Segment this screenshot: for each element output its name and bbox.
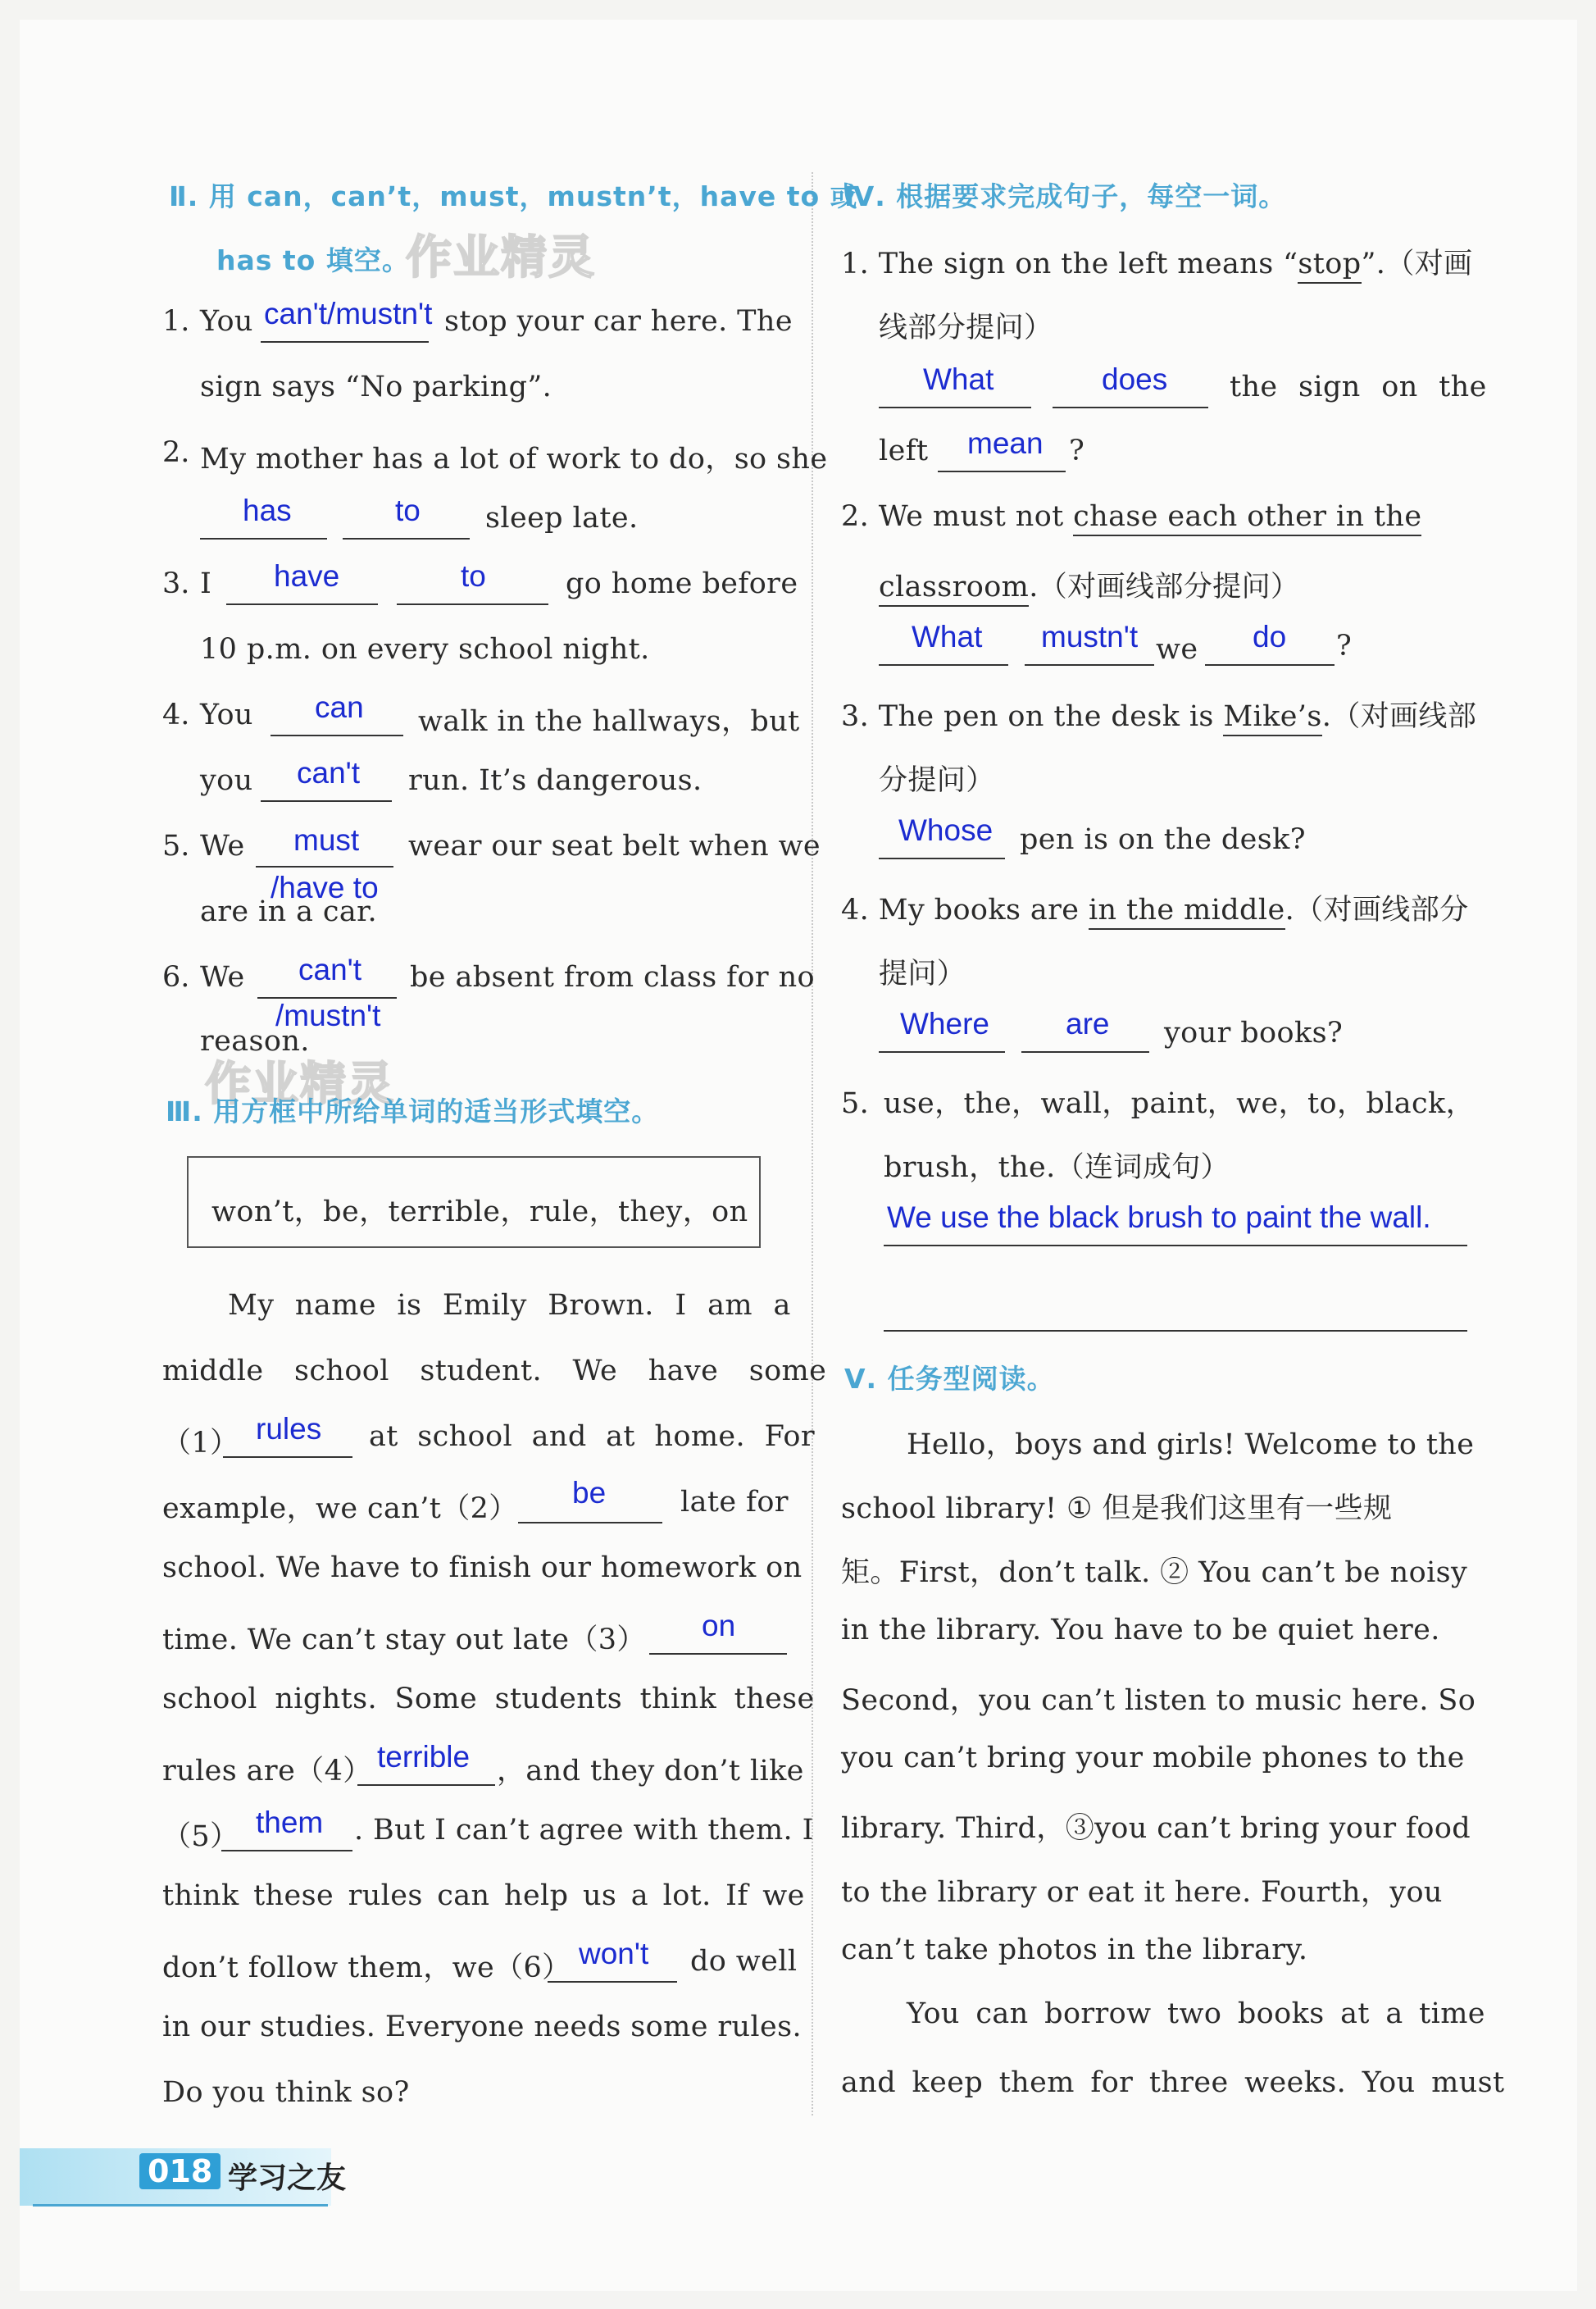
- section2-heading-cont: has to 填空。: [216, 244, 410, 276]
- answer: must: [293, 823, 360, 857]
- watermark: 作业精灵: [406, 231, 596, 285]
- answer: on: [702, 1609, 736, 1642]
- item-text: sleep late.: [485, 502, 639, 535]
- blank-label: （1）: [162, 1427, 239, 1460]
- answer: Where: [900, 1007, 989, 1041]
- section3-heading: Ⅲ. 用方框中所给单词的适当形式填空。: [166, 1095, 660, 1127]
- reading-line: school library! ① 但是我们这里有一些规: [841, 1492, 1393, 1525]
- passage-line: My name is Emily Brown. I am a: [228, 1289, 791, 1322]
- item-text: you: [200, 764, 253, 797]
- reading-line: in the library. You have to be quiet here.: [841, 1614, 1440, 1646]
- item-text: My mother has a lot of work to do，so she: [200, 443, 828, 476]
- question-text: left: [879, 435, 929, 467]
- answer: terrible: [377, 1740, 471, 1774]
- passage-line: time. We can’t stay out late（3）: [162, 1624, 646, 1656]
- reading-line: to the library or eat it here. Fourth，you: [841, 1876, 1443, 1909]
- watermark: 作业精灵: [205, 1058, 395, 1111]
- item-number: 1.: [162, 305, 190, 338]
- question-text: your books?: [1164, 1017, 1344, 1050]
- answer: to: [395, 494, 421, 527]
- passage-line: school. We have to finish our homework on: [162, 1551, 803, 1584]
- reading-line: 矩。First，don’t talk. ② You can’t be noisy: [841, 1556, 1468, 1589]
- reading-line: library. Third，③you can’t bring your food: [841, 1812, 1471, 1845]
- item-text: reason.: [200, 1025, 310, 1058]
- footer-rule: [33, 2204, 328, 2207]
- item-text: sign says “No parking”.: [200, 371, 552, 403]
- underlined-phrase: Mike’s: [1223, 700, 1321, 736]
- answer: What: [912, 620, 983, 654]
- answer: mean: [967, 426, 1044, 460]
- reading-line: and keep them for three weeks. You must: [841, 2066, 1505, 2099]
- answer: We use the black brush to paint the wall.: [887, 1200, 1431, 1234]
- reading-line: You can borrow two books at a time: [907, 1997, 1485, 2030]
- answer: can't: [297, 756, 360, 790]
- passage-line: school nights. Some students think these: [162, 1683, 815, 1715]
- passage-line: . But I can’t agree with them. I: [354, 1814, 814, 1847]
- question-text: 4. My books are in the middle.（对画线部分: [841, 887, 1469, 928]
- page-number: 018: [139, 2153, 221, 2189]
- item-text: are in a car.: [200, 895, 377, 928]
- item-text: be absent from class for no: [410, 961, 815, 994]
- answer: /have to: [271, 871, 379, 904]
- item-text: I: [200, 567, 212, 600]
- answer: won't: [579, 1937, 649, 1970]
- reading-line: you can’t bring your mobile phones to the: [841, 1742, 1465, 1774]
- question-text: we: [1156, 633, 1198, 666]
- question-text: classroom.（对画线部分提问）: [879, 564, 1299, 605]
- answer-blank[interactable]: [884, 1294, 1467, 1332]
- item-number: 5.: [162, 830, 190, 863]
- answer: to: [461, 559, 486, 593]
- item-text: go home before: [566, 567, 798, 600]
- passage-line: middle school student. We have some: [162, 1355, 827, 1387]
- item-text: walk in the hallways，but: [418, 705, 800, 738]
- section2-heading: Ⅱ. 用 can，can’t，must，mustn’t，have to 或: [169, 180, 858, 212]
- answer: mustn't: [1041, 620, 1139, 654]
- item-text: You: [200, 699, 253, 731]
- passage-line: don’t follow them，we（6）: [162, 1951, 571, 1984]
- reading-line: can’t take photos in the library.: [841, 1933, 1308, 1966]
- question-text: 分提问）: [879, 764, 995, 797]
- section4-heading: Ⅳ. 根据要求完成句子，每空一词。: [844, 180, 1287, 212]
- answer: are: [1066, 1007, 1110, 1041]
- answer: What: [923, 362, 994, 396]
- item-number: 3.: [162, 567, 190, 600]
- question-text: 2. We must not chase each other in the: [841, 500, 1421, 533]
- passage-line: late for: [680, 1486, 789, 1519]
- reading-line: Hello，boys and girls! Welcome to the: [907, 1428, 1475, 1461]
- question-text: ?: [1069, 435, 1085, 467]
- passage-line: rules are（4）: [162, 1755, 372, 1788]
- question-text: 1. The sign on the left means “stop”.（对画: [841, 241, 1473, 282]
- item-text: 10 p.m. on every school night.: [200, 633, 650, 666]
- answer: /mustn't: [275, 999, 381, 1032]
- answer: does: [1102, 362, 1168, 396]
- blank-label: （5）: [162, 1820, 239, 1853]
- answer: rules: [256, 1412, 322, 1446]
- reading-line: Second，you can’t listen to music here. So: [841, 1684, 1476, 1717]
- answer: be: [572, 1476, 607, 1510]
- passage-line: in our studies. Everyone needs some rules.: [162, 2011, 802, 2043]
- item-text: run. It’s dangerous.: [408, 764, 703, 797]
- answer: do: [1253, 620, 1287, 654]
- passage-line: at school and at home. For: [369, 1420, 815, 1453]
- item-text: You: [200, 305, 253, 338]
- answer: Whose: [898, 813, 994, 847]
- brand-name: 学习之友: [228, 2161, 347, 2195]
- question-text: 提问）: [879, 958, 966, 991]
- underlined-phrase: chase each other in the: [1073, 500, 1421, 536]
- question-text: 5. use，the，wall，paint，we，to，black，: [841, 1087, 1476, 1120]
- passage-line: ，and they don’t like: [497, 1755, 804, 1788]
- answer: has: [243, 494, 292, 527]
- passage-line: do well: [690, 1945, 798, 1978]
- question-text: ?: [1336, 630, 1353, 663]
- section5-heading: Ⅴ. 任务型阅读。: [844, 1363, 1055, 1395]
- question-text: brush，the.（连词成句）: [884, 1151, 1230, 1184]
- passage-line: example，we can’t（2）: [162, 1492, 518, 1525]
- question-text: the sign on the: [1230, 371, 1487, 403]
- answer: have: [274, 559, 340, 593]
- question-text: 3. The pen on the desk is Mike’s.（对画线部: [841, 694, 1476, 735]
- underlined-phrase: classroom: [879, 571, 1029, 607]
- answer: can: [315, 690, 364, 724]
- underlined-phrase: stop: [1298, 248, 1361, 284]
- answer: can't/mustn't: [264, 297, 433, 330]
- question-text: 线部分提问）: [879, 312, 1053, 344]
- answer: can't: [298, 953, 361, 986]
- item-text: stop your car here. The: [444, 305, 793, 338]
- word-box-text: won’t，be，terrible，rule，they，on: [211, 1195, 748, 1228]
- underlined-phrase: in the middle: [1089, 894, 1285, 930]
- item-number: 6.: [162, 961, 190, 994]
- item-number: 4.: [162, 699, 190, 731]
- passage-line: think these rules can help us a lot. If we: [162, 1879, 805, 1912]
- passage-line: Do you think so?: [162, 2076, 410, 2109]
- item-text: We: [200, 830, 245, 863]
- item-text: wear our seat belt when we: [408, 830, 821, 863]
- item-number: 2.: [162, 436, 190, 469]
- question-text: pen is on the desk?: [1020, 823, 1306, 856]
- answer: them: [256, 1806, 324, 1839]
- item-text: We: [200, 961, 245, 994]
